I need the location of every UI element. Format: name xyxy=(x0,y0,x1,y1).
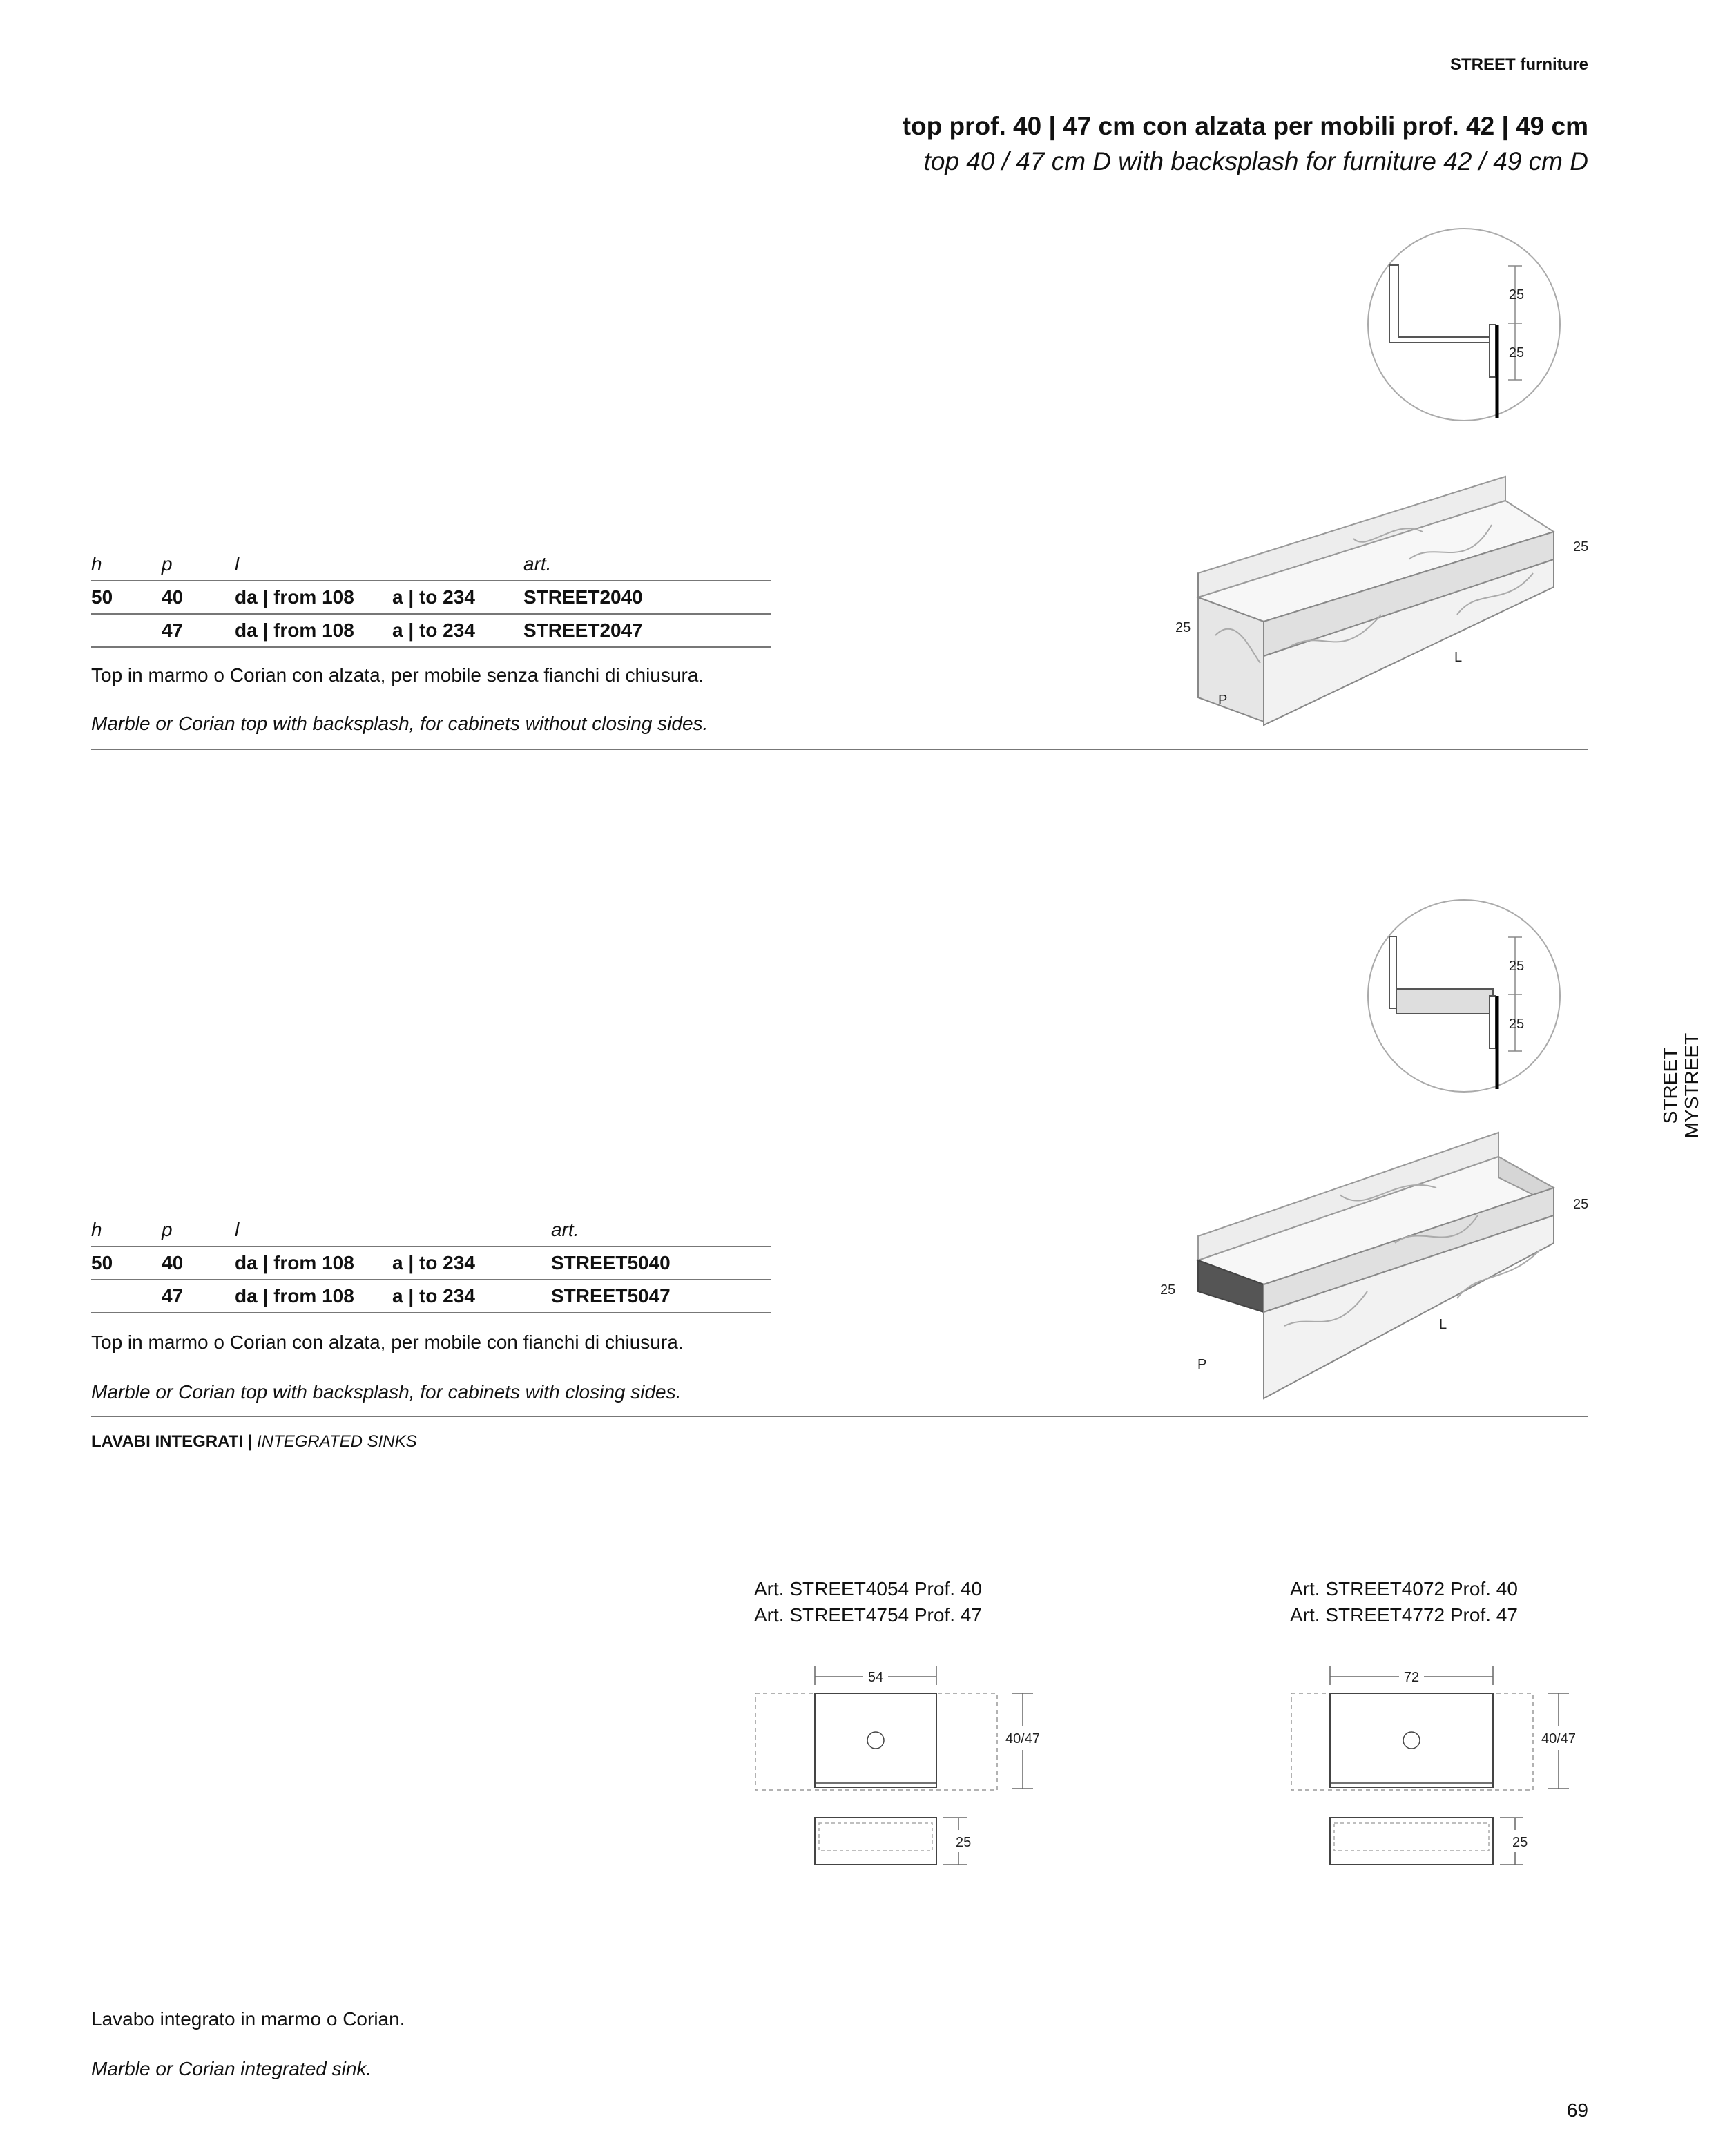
section2-product-drawing xyxy=(1146,1119,1602,1409)
cell-h: 50 xyxy=(91,1247,162,1280)
sinks-heading-en: INTEGRATED SINKS xyxy=(257,1432,417,1451)
section1-description-en: Marble or Corian top with backsplash, for cabinets without closing sides. xyxy=(91,713,709,734)
section1-detail-drawing xyxy=(1360,221,1568,428)
cell-p: 40 xyxy=(162,1247,235,1280)
cell-p: 40 xyxy=(162,581,235,614)
table-row xyxy=(91,1247,771,1280)
cell-art: STREET5047 xyxy=(551,1280,771,1313)
sink2-article-line2: Art. STREET4772 Prof. 47 xyxy=(1290,1604,1518,1626)
page-title-italian: top prof. 40 | 47 cm con alzata per mobili prof. 42 | 49 cm xyxy=(902,112,1588,140)
section2-detail-dim-top: 25 xyxy=(1508,959,1525,974)
section2-depth-label: P xyxy=(1197,1357,1207,1372)
sink1-depth-dim: 40/47 xyxy=(1005,1731,1041,1746)
cell-h xyxy=(91,1280,162,1313)
cell-p: 47 xyxy=(162,614,235,647)
column-p: p xyxy=(162,548,235,581)
cell-h xyxy=(91,614,162,647)
section1-detail-dim-bottom: 25 xyxy=(1508,345,1525,360)
cell-from: da | from 108 xyxy=(235,1247,392,1280)
column-art: art. xyxy=(551,1214,771,1247)
column-l: l xyxy=(235,1214,392,1247)
section2-height-right: 25 xyxy=(1573,1197,1589,1212)
cell-p: 47 xyxy=(162,1280,235,1313)
sink1-article-line1: Art. STREET4054 Prof. 40 xyxy=(754,1578,982,1599)
section1-divider xyxy=(91,749,1588,750)
cell-h: 50 xyxy=(91,581,162,614)
cell-to: a | to 234 xyxy=(392,614,523,647)
cell-to: a | to 234 xyxy=(392,1280,551,1313)
sinks-description-en: Marble or Corian integrated sink. xyxy=(91,2058,372,2079)
section2-height-left: 25 xyxy=(1160,1282,1176,1298)
section1-detail-dim-top: 25 xyxy=(1508,287,1525,302)
sink2-height-dim: 25 xyxy=(1512,1835,1528,1850)
cell-art: STREET2040 xyxy=(523,581,771,614)
section1-description-it: Top in marmo o Corian con alzata, per mobile senza fianchi di chiusura. xyxy=(91,664,704,686)
cell-from: da | from 108 xyxy=(235,614,392,647)
section2-divider xyxy=(91,1416,1588,1417)
section2-detail-dim-bottom: 25 xyxy=(1508,1017,1525,1032)
cell-art: STREET2047 xyxy=(523,614,771,647)
section1-product-drawing xyxy=(1146,456,1602,746)
column-p: p xyxy=(162,1214,235,1247)
page-number: 69 xyxy=(1566,2099,1588,2121)
sink1-height-dim: 25 xyxy=(956,1835,972,1850)
cell-to: a | to 234 xyxy=(392,581,523,614)
cell-to: a | to 234 xyxy=(392,1247,551,1280)
section1-height-right: 25 xyxy=(1573,539,1589,555)
sink2-width-dim: 72 xyxy=(1403,1670,1420,1685)
sink1-technical-drawing xyxy=(746,1657,1063,1878)
table-row xyxy=(91,581,771,614)
sinks-heading-it: LAVABI INTEGRATI | xyxy=(91,1432,253,1451)
section1-height-left: 25 xyxy=(1175,620,1191,635)
table-header-row xyxy=(91,548,771,581)
sink2-article-label xyxy=(1290,1576,1518,1628)
sink2-technical-drawing xyxy=(1282,1657,1599,1878)
cell-from: da | from 108 xyxy=(235,581,392,614)
column-h: h xyxy=(91,1214,162,1247)
cell-from: da | from 108 xyxy=(235,1280,392,1313)
sidebar-label-street: STREET xyxy=(1659,1047,1681,1124)
section2-detail-drawing xyxy=(1360,892,1568,1099)
page-title-english: top 40 / 47 cm D with backsplash for furniture 42 / 49 cm D xyxy=(923,147,1588,175)
sidebar-collection-label xyxy=(1659,1030,1703,1141)
section2-length-label: L xyxy=(1439,1317,1447,1332)
section2-spec-table xyxy=(91,1214,771,1313)
brand-label: STREET furniture xyxy=(1449,55,1588,74)
column-l: l xyxy=(235,548,392,581)
cell-art: STREET5040 xyxy=(551,1247,771,1280)
table-header-row xyxy=(91,1214,771,1247)
section1-spec-table xyxy=(91,548,771,648)
section2-description-it: Top in marmo o Corian con alzata, per mobile con fianchi di chiusura. xyxy=(91,1331,684,1353)
sink1-article-label xyxy=(754,1576,982,1628)
column-art: art. xyxy=(523,548,771,581)
sink2-depth-dim: 40/47 xyxy=(1541,1731,1577,1746)
sink1-width-dim: 54 xyxy=(867,1670,884,1685)
sink2-article-line1: Art. STREET4072 Prof. 40 xyxy=(1290,1578,1518,1599)
sink1-article-line2: Art. STREET4754 Prof. 47 xyxy=(754,1604,982,1626)
column-h: h xyxy=(91,548,162,581)
section1-length-label: L xyxy=(1454,650,1463,665)
table-row xyxy=(91,614,771,647)
sidebar-label-mystreet: MYSTREET xyxy=(1681,1032,1702,1139)
sinks-description-it: Lavabo integrato in marmo o Corian. xyxy=(91,2008,405,2030)
sinks-heading xyxy=(91,1432,417,1452)
section1-depth-label: P xyxy=(1218,693,1228,708)
section2-description-en: Marble or Corian top with backsplash, for cabinets with closing sides. xyxy=(91,1381,682,1403)
table-row xyxy=(91,1280,771,1313)
